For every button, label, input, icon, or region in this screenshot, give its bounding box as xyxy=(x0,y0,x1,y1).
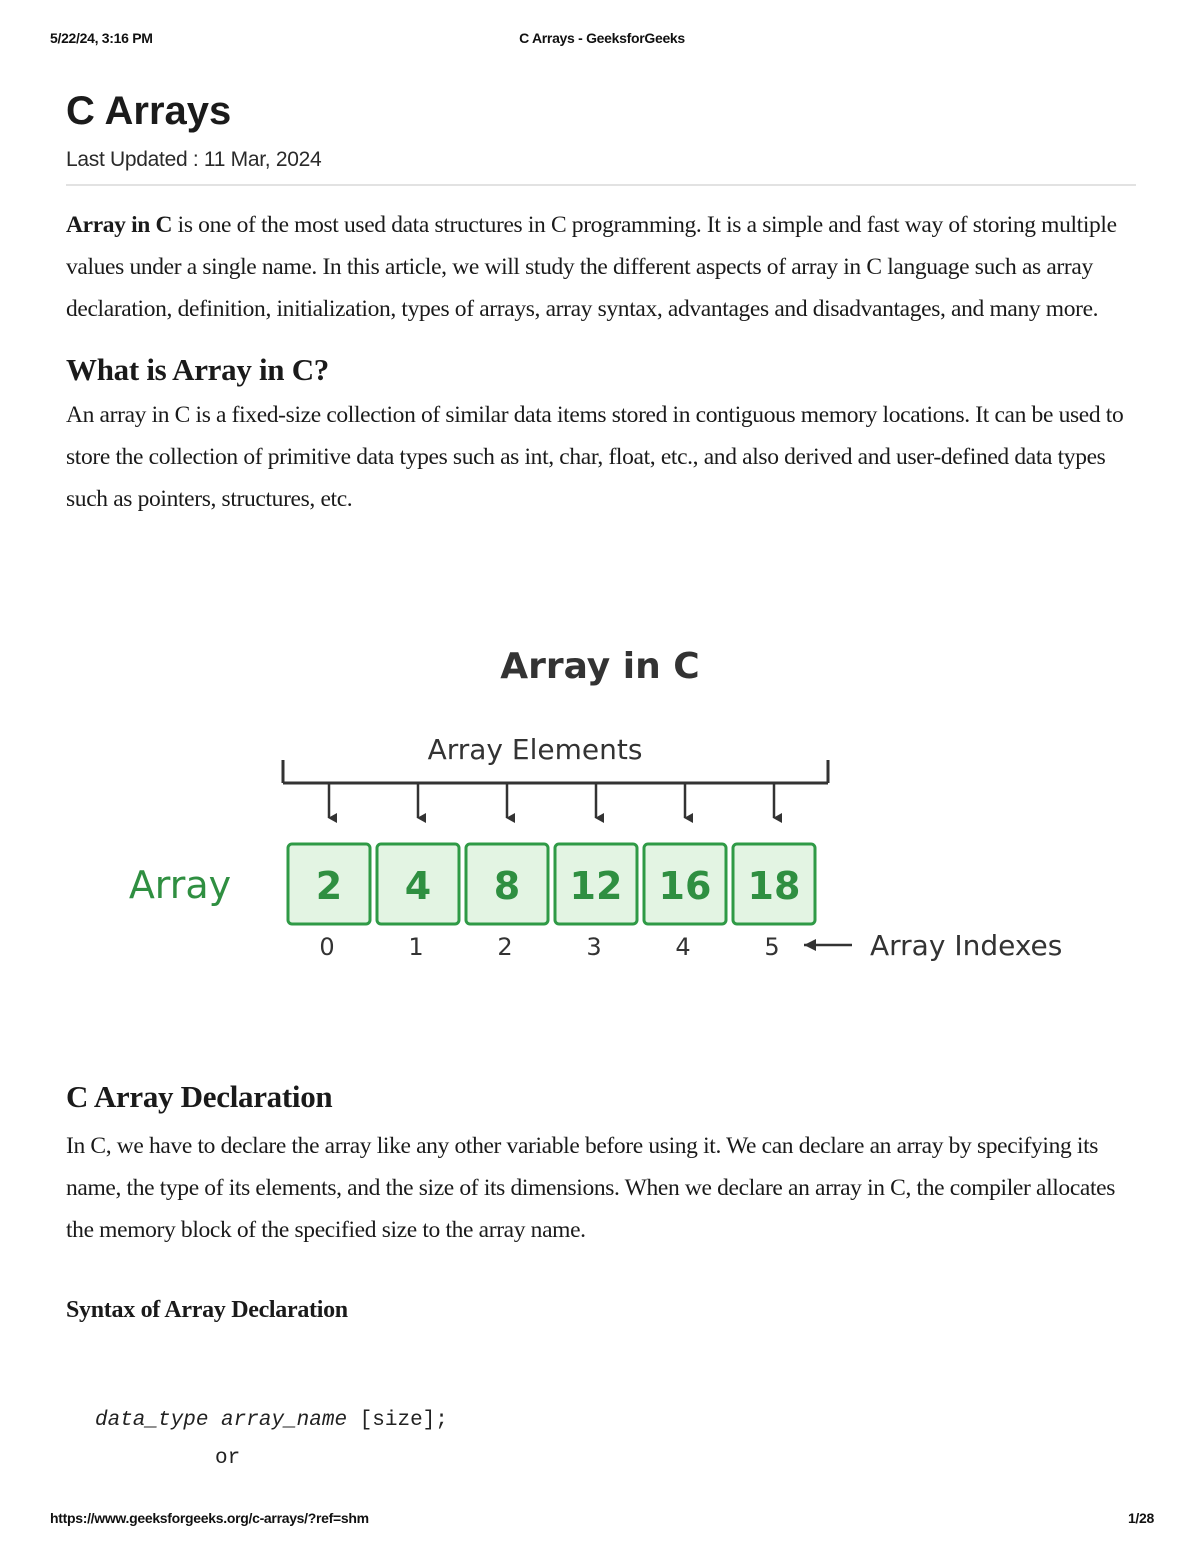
array-cell-value: 18 xyxy=(747,864,801,908)
array-cell-value: 8 xyxy=(493,864,521,908)
heading-what-is-array: What is Array in C? xyxy=(66,352,329,387)
article xyxy=(66,86,1136,520)
array-cell xyxy=(555,844,637,924)
last-updated: Last Updated : 11 Mar, 2024 xyxy=(66,148,322,171)
code-block xyxy=(95,1402,448,1478)
index-arrowhead xyxy=(804,939,816,951)
array-label: Array xyxy=(128,863,232,907)
print-url: https://www.geeksforgeeks.org/c-arrays/?ref=shm xyxy=(50,1510,369,1526)
divider xyxy=(66,184,1136,186)
array-diagram xyxy=(100,628,1120,988)
code-or: or xyxy=(215,1447,241,1470)
array-cell xyxy=(644,844,726,924)
print-page-number: 1/28 xyxy=(1127,1510,1154,1526)
array-cell-value: 12 xyxy=(569,864,623,908)
diagram-title: Array in C xyxy=(500,646,700,687)
array-index: 0 xyxy=(319,933,335,961)
declaration-paragraph: In C, we have to declare the array like any other variable before using it. We can declare an array by specifying its name, the type of its elements, and the size of its dimensions. When we declare an array in C, the compiler allocates the memory block of the specified size to the array name. xyxy=(66,1133,1116,1243)
element-arrows xyxy=(329,783,774,818)
print-footer xyxy=(50,1510,1154,1530)
intro-text: is one of the most used data structures in C programming. It is a simple and fast way of storing multiple values under a single name. In this article, we will study the different aspects of array in C language such as array declaration, definition, initialization, types of arrays, array syntax, advantages and disadvantages, and many more. xyxy=(66,212,1117,322)
array-index: 1 xyxy=(408,933,424,961)
array-index: 5 xyxy=(764,933,780,961)
array-diagram-svg xyxy=(100,628,1120,988)
array-index: 3 xyxy=(586,933,602,961)
intro-bold: Array in C xyxy=(66,212,173,238)
print-datetime: 5/22/24, 3:16 PM xyxy=(50,30,153,46)
code-size: [size]; xyxy=(359,1409,448,1432)
array-cells xyxy=(288,844,815,924)
code-name: array_name xyxy=(221,1409,348,1432)
array-cell-value: 2 xyxy=(315,864,343,908)
array-cell-value: 4 xyxy=(404,864,432,908)
array-index: 2 xyxy=(497,933,513,961)
array-indexes xyxy=(319,933,779,961)
array-elements-label: Array Elements xyxy=(427,733,643,766)
array-cell xyxy=(377,844,459,924)
heading-syntax: Syntax of Array Declaration xyxy=(66,1297,348,1323)
page-title: C Arrays xyxy=(66,89,232,133)
what-paragraph: An array in C is a fixed-size collection of similar data items stored in contiguous memory locations. It can be used to store the collection of primitive data types such as int, char, float, etc., and also derived and user-defined data types such as pointers, structures, etc. xyxy=(66,402,1124,512)
print-page-title: C Arrays - GeeksforGeeks xyxy=(519,30,685,46)
array-cell xyxy=(466,844,548,924)
array-cell xyxy=(733,844,815,924)
heading-array-declaration: C Array Declaration xyxy=(66,1079,333,1114)
array-index: 4 xyxy=(675,933,691,961)
array-cell xyxy=(288,844,370,924)
array-cell-value: 16 xyxy=(658,864,712,908)
print-header xyxy=(50,30,1154,50)
intro-paragraph xyxy=(66,204,1136,330)
array-indexes-label: Array Indexes xyxy=(870,929,1063,962)
code-type: data_type xyxy=(95,1409,209,1432)
